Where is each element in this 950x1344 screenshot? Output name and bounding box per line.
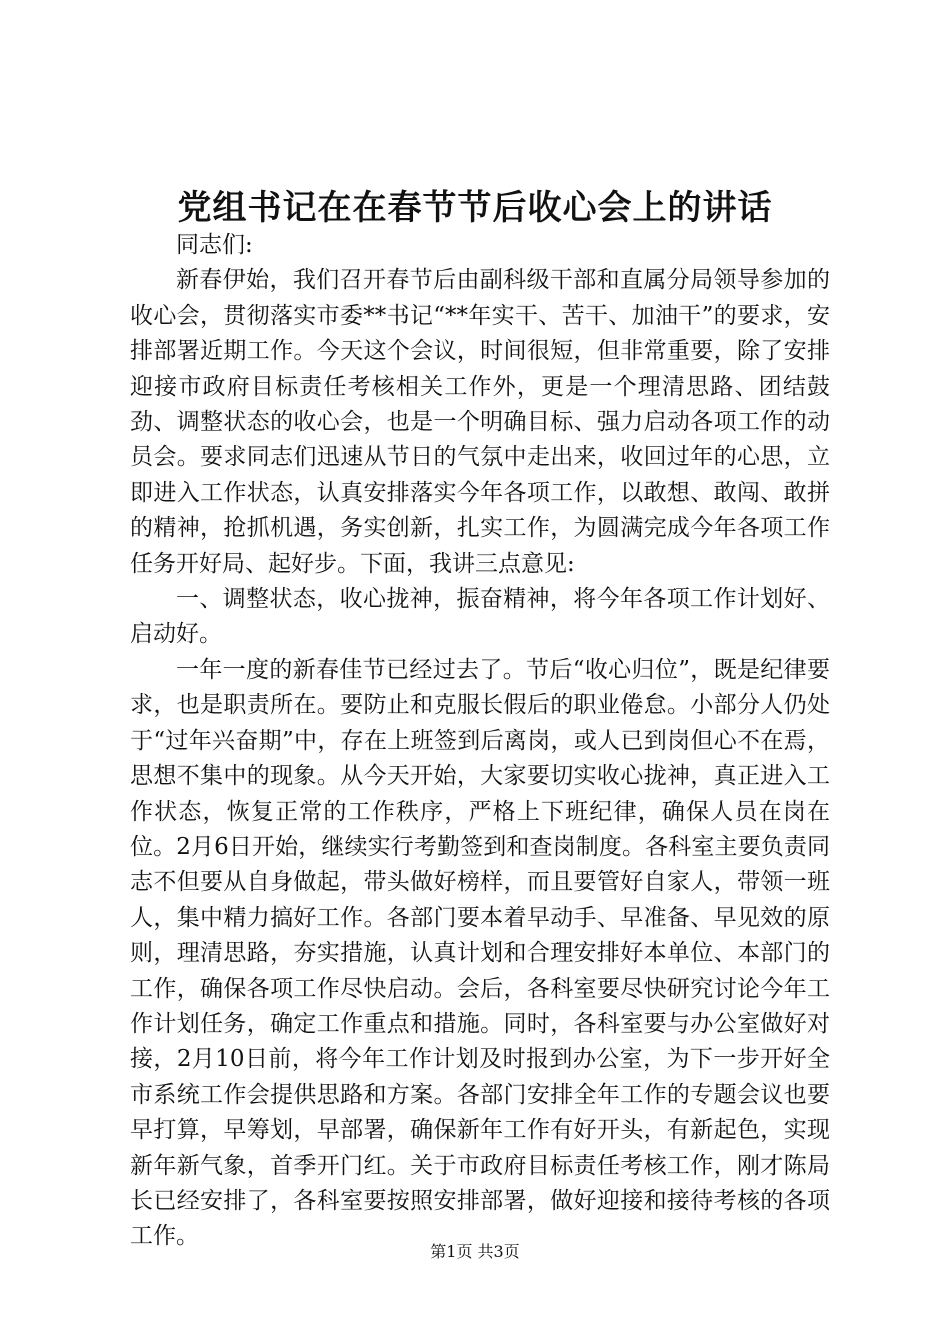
- body-paragraph: 新春伊始，我们召开春节后由副科级干部和直属分局领导参加的收心会，贯彻落实市委**书记“**年实干、苦干、加油干”的要求，安排部署近期工作。今天这个会议，时间很短，但非常重要，除了安排迎接市政府目标责任考核相关工作外，更是一个理清思路、团结鼓劲、调整状态的收心会，也是一个明确目标、强力启动各项工作的动员会。要求同志们迅速从节日的气氛中走出来，收回过年的心思，立即进入工作状态，认真安排落实今年各项工作，以敢想、敢闯、敢拼的精神，抢抓机遇，务实创新，扎实工作，为圆满完成今年各项工作任务开好局、起好步。下面，我讲三点意见:: [130, 267, 830, 577]
- section-heading: 一、调整状态，收心拢神，振奋精神，将今年各项工作计划好、启动好。: [130, 586, 830, 648]
- salutation-paragraph: 同志们:: [176, 232, 253, 258]
- page-number-footer: 第1页 共3页: [430, 1242, 520, 1261]
- document-title: 党组书记在在春节节后收心会上的讲话: [177, 188, 773, 228]
- document-body: [130, 228, 830, 1255]
- body-paragraph: 一年一度的新春佳节已经过去了。节后“收心归位”，既是纪律要求，也是职责所在。要防止和克服长假后的职业倦怠。小部分人仍处于“过年兴奋期”中，存在上班签到后离岗，或人已到岗但心不在焉，思想不集中的现象。从今天开始，大家要切实收心拢神，真正进入工作状态，恢复正常的工作秩序，严格上下班纪律，确保人员在岗在位。2月6日开始，继续实行考勤签到和查岗制度。各科室主要负责同志不但要从自身做起，带头做好榜样，而且要管好自家人，带领一班人，集中精力搞好工作。各部门要本着早动手、早准备、早见效的原则，理清思路，夯实措施，认真计划和合理安排好本单位、本部门的工作，确保各项工作尽快启动。会后，各科室要尽快研究讨论今年工作计划任务，确定工作重点和措施。同时，各科室要与办公室做好对接，2月10日前，将今年工作计划及时报到办公室，为下一步开好全市系统工作会提供思路和方案。各部门安排全年工作的专题会议也要早打算，早筹划，早部署，确保新年工作有好开头，有新起色，实现新年新气象，首季开门红。关于市政府目标责任考核工作，刚才陈局长已经安排了，各科室要按照安排部署，做好迎接和接待考核的各项工作。: [130, 656, 830, 1250]
